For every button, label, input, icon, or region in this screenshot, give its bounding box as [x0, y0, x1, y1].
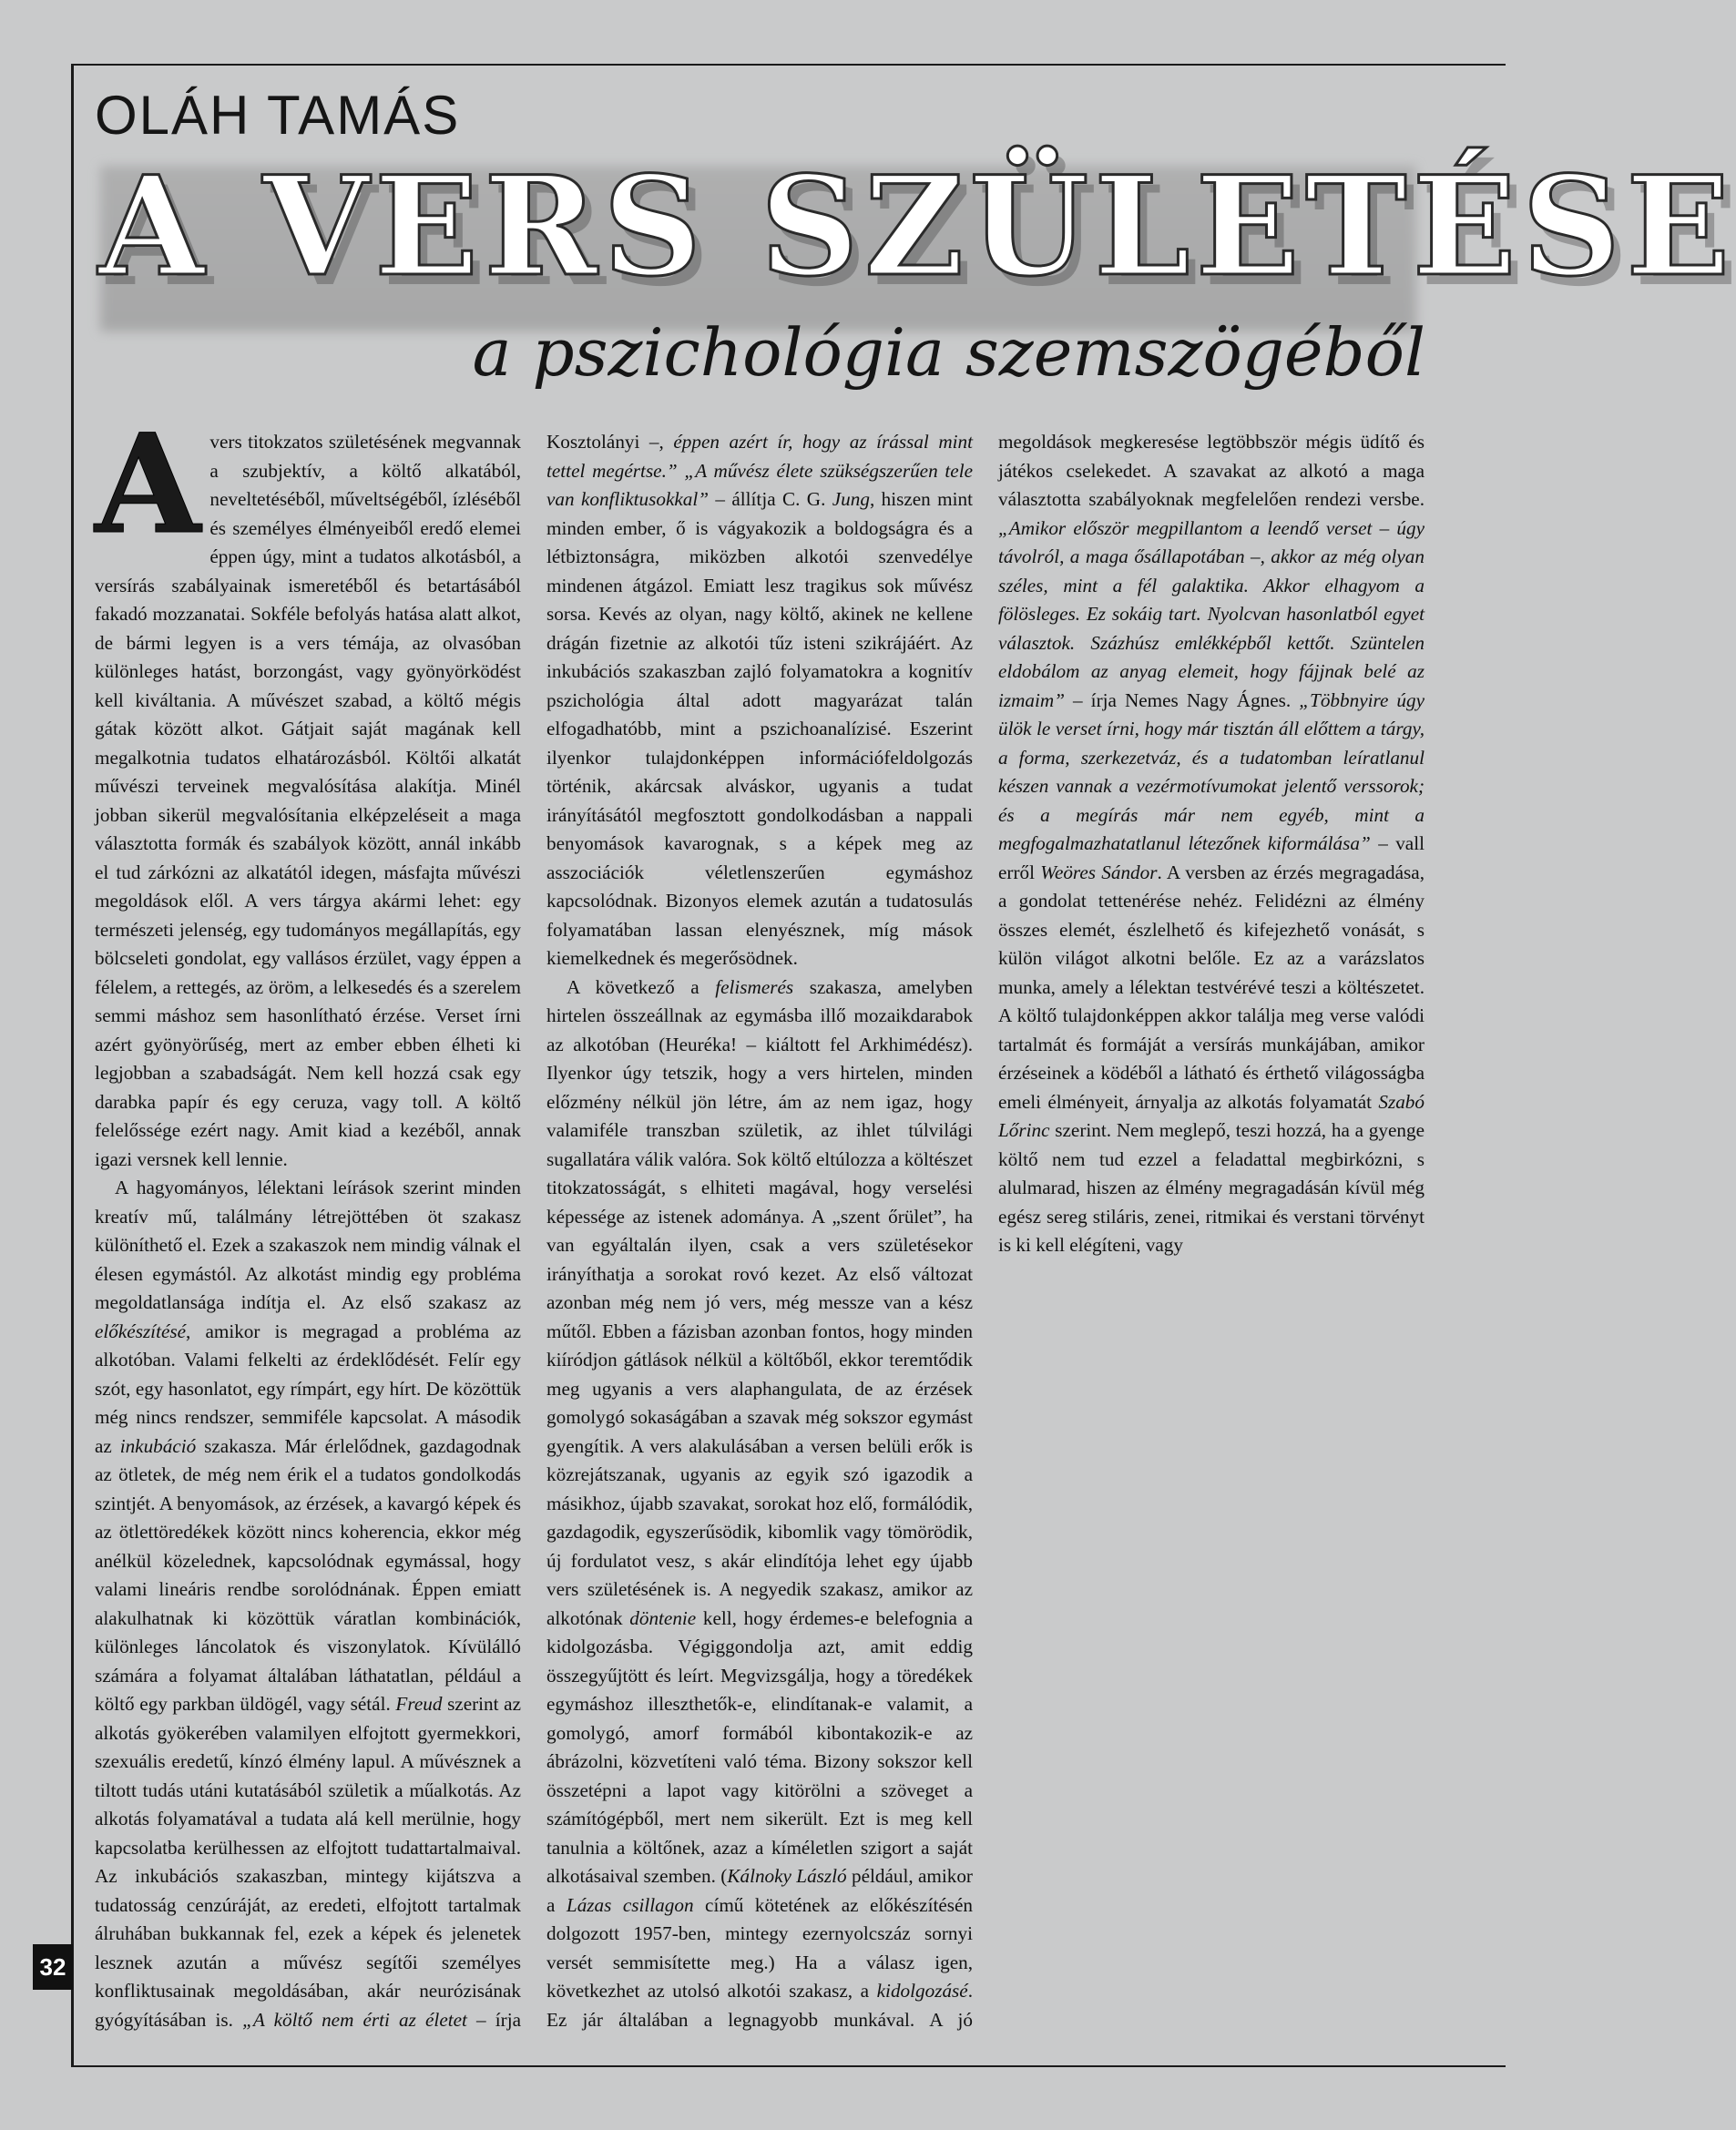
text-run: vers titokzatos születésének megvannak a szubjektív, a költő alkatából, neveltetéséből, műveltségéből, ízléséből és személyes élményeiből eredő elemei éppen úgy, mint a tudatos alkotásból, a versírás szabályainak ismeretéből és betartásából fakadó mozzanatai. Sokféle befolyás hatása alatt alkot, de bármi legyen is a vers témája, az olvasóban különleges hatást, borzongást, vagy gyönyörködést kell kiváltania. A művészet szabad, a költő mégis gátak között alkot. Gátjait saját magának kell megalkotnia tudatos elhatározásból. Költői alkatát művészi terveinek megvalósítása alakítja. Minél jobban sikerül megvalósítania elképzeléseit a maga választotta formák és szabályok között, annál inkább el tud zárkózni az alkatától idegen, másfajta művészi megoldások elől. A vers tárgya akármi lehet: egy természeti jelenség, egy tudományos megállapítás, egy bölcseleti gondolat, egy vallásos érzület, vagy éppen a félelem, a rettegés, az öröm, a lelkesedés és a szerelem semmi máshoz sem hasonlítható érzése. Verset írni azért gyönyörűség, mert az ember ebben élheti ki legjobban a szabadságát. Nem kell hozzá csak egy darabka papír és egy ceruza, vagy toll. A költő felelőssége ezért nagy. Amit kiad a kezéből, annak igazi versnek kell lennie.	[95, 431, 521, 1170]
text-run: című kötetének az előkészítésén dolgozott 1957-ben, mintegy ezernyolcszáz sornyi versét semmisítette meg.) Ha a válasz igen, következhet az utolsó alkotói szakasz, a	[546, 1893, 973, 2002]
drop-cap-letter: A	[95, 404, 201, 565]
article-body	[95, 404, 1425, 2035]
page-number: 32	[33, 1944, 73, 1990]
text-run: – írja Kosztolányi –,	[466, 431, 674, 2031]
text-run: szakasza. Már érlelődnek, gazdagodnak az ötletek, de még nem érik el a tudatos gondolkodás szintjét. A benyomások, az érzések, a kavargó képek és az ötlettöredékek között nincs koherencia, ekkor még anélkül közelednek, kapcsolódnak egymással, hogy valami lineáris rendbe sorolódnának. Éppen emiatt alakulhatnak ki közöttük váratlan kombinációk, különleges láncolatok és viszonylatok. Kívülálló számára a folyamat általában láthatatlan, például a költő egy parkban üldögél, vagy sétál.	[95, 1434, 522, 1715]
text-run: , hiszen mint minden ember, ő is vágyakozik a boldogságra és a létbiztonságra, miközben alkotói szenvedélye mindenen átgázol. Emiatt lesz tragikus sok művész sorsa. Kevés az olyan, nagy költő, akinek ne kellene drágán fizetnie az alkotói tűz isteni szikrájáért. Az inkubációs szakaszban zajló folyamatokra a kognitív pszichológia által adott magyarázat talán elfogadhatóbb, mint a pszichoanalízisé. Eszerint ilyenkor tulajdonképpen információfeldolgozás történik, akárcsak alváskor, ugyanis a tudat irányításától megfosztott gondolkodásban a nappali benyomások kavarognak, s a képek meg az asszociációk véletlenszerűen egymáshoz kapcsolódnak. Bizonyos elemek azután a tudatosulás folyamatában lassan elenyésznek, míg mások kiemelkednek és megerősödnek.	[546, 488, 973, 969]
text-run: . Ez jár általában a legnagyobb munkával. A jó megoldások megkeresése legtöbbször mégis üdítő és játékos cselekedet. A szavakat az alkotó a maga választotta szabályoknak megfelelően rendezi versbe.	[546, 431, 1425, 2031]
italic-text: kidolgozásé	[876, 1980, 968, 2002]
frame-bottom-line	[71, 2065, 1506, 2067]
text-run: A következő a	[567, 975, 716, 998]
italic-text: „Amikor először megpillantom a leendő verset – úgy távolról, a maga ősállapotában –, akkor az még olyan széles, mint a fél galaktika. Akkor elhagyom a fölösleges. Ez sokáig tart. Nyolcvan hasonlatból egyet választok. Százhúsz emlékképből kettőt. Szüntelen eldobálom az anyag elemeit, hogy fájjnak belé az izmaim”	[998, 516, 1425, 711]
italic-text: Szabó Lőrinc	[998, 1090, 1425, 1141]
frame-top-line	[71, 64, 1506, 66]
article-paragraph	[95, 404, 521, 1174]
text-run: szakasza, amelyben hirtelen összeállnak az egymásba illő mozaikdarabok az alkotóban (Heuréka! – kiáltott fel Arkhimédész). Ilyenkor úgy tetszik, hogy a vers hirtelen, minden előzmény nélkül jön létre, ám az nem igaz, hogy valamiféle transzban születik, az ihlet túlvilági sugallatára válik valóra. Sok költő eltúlozza a költészet titokzatosságát, s elhiteti magával, hogy verselési képessége az istenek adománya. A „szent őrület”, ha van egyáltalán ilyen, csak a vers születésekor irányíthatja a sorokat rovó kezet. Az első változat azonban még nem jó vers, még messze van a kész műtől. Ebben a fázisban azonban fontos, hogy minden kiíródjon gátlások nélkül a költőből, ekkor teremtődik meg ugyanis a vers alaphangulata, de az érzések gomolygó sokaságában a szavak még sokszor egymást gyengítik. A vers alakulásában a versen belüli erők is közrejátszanak, ugyanis az egyik szó igazodik a másikhoz, újabb szavakat, sorokat hoz elő, formálódik, gazdagodik, egyszerűsödik, kibomlik vagy tömörödik, új fordulatot vesz, s akár elindítója lehet egy újabb vers születésének is. A negyedik szakasz, amikor az alkotónak	[546, 975, 973, 1629]
italic-text: döntenie	[629, 1606, 697, 1629]
italic-text: felismerés	[715, 975, 794, 998]
text-run: – állítja C. G.	[709, 488, 832, 510]
article-title: A VERS SZÜLETÉSE	[98, 147, 1736, 307]
italic-text: Lázas csillagon	[566, 1893, 694, 1916]
italic-text: Kálnoky László	[727, 1865, 847, 1887]
article-subtitle: a pszichológia szemszögéből	[472, 314, 1425, 391]
author-name: OLÁH TAMÁS	[95, 85, 461, 146]
text-run: például, amikor a	[546, 1865, 973, 1916]
italic-text: éppen azért ír, hogy az írással mint tettel megértse.” „A művész élete szükségszerűen tele van konfliktusokkal”	[546, 431, 974, 510]
italic-text: „Többnyire úgy ülök le verset írni, hogy már tisztán áll előttem a tárgy, a forma, szerkezetváz, és a tudatomban leíratlanul készen vannak a vezérmotívumokat jelentő verssorok; és a megírás már nem egyéb, mint a megfogalmazhatatlanul létezőnek kiformálása”	[998, 688, 1425, 854]
text-run: szerint az alkotás gyökerében valamilyen elfojtott gyermekkori, szexuális eredetű, kínzó élmény lapul. A művésznek a tiltott tudás utáni kutatásából születik a műalkotás. Az alkotás folyamatával a tudata alá kell merülnie, hogy kapcsolatba kerülhessen az elfojtott tudattartalmaival. Az inkubációs szakaszban, mintegy kijátszva a tudatosság cenzúráját, az eredeti, elfojtott tartalmak álruhában bukkannak fel, ezek a képek és jelenetek lesznek azután a művész segítői személyes konfliktusainak megoldásában, akár neurózisának gyógyításában is.	[95, 1693, 521, 2031]
text-run: A hagyományos, lélektani leírások szerint minden kreatív mű, találmány létrejöttében öt szakasz különíthető el. Ezek a szakaszok nem mindig válnak el élesen egymástól. Az alkotást mindig egy probléma megoldatlansága indítja el. Az első szakasz az	[95, 1177, 521, 1313]
frame-left-line	[71, 64, 74, 2067]
italic-text: előkészítésé	[95, 1320, 187, 1342]
italic-text: Weöres Sándor	[1040, 861, 1158, 883]
text-run: kell, hogy érdemes-e belefognia a kidolgozásba. Végiggondolja azt, amit eddig összegyűjtött és leírt. Megvizsgálja, hogy a töredékek egymáshoz illeszthetők-e, elindítanak-e valamit, a gomolygó, amorf formából kibontakozik-e az ábrázolni, közvetíteni való téma. Bizony sokszor kell összetépni a lapot vagy kitörölni a szöveget a számítógépből, mert nem sikerült. Ezt is meg kell tanulnia a költőnek, azaz a kíméletlen szigort a saját alkotásaival szemben. (	[546, 1606, 973, 1887]
italic-text: Freud	[395, 1693, 443, 1715]
text-run: . A versben az érzés megragadása, a gondolat tettenérése nehéz. Felidézni az élmény összes elemét, észlelhető és kifejezhető vonását, s külön világot alkotni belőle. Ez az a varázslatos munka, amely a lélektan testvérévé teszi a költészetet. A költő tulajdonképpen akkor találja meg verse valódi tartalmát és formáját a versírás munkájában, amikor érzéseinek a ködéből a látható és érthető világosságba emeli élményeit, árnyalja az alkotás folyamatát	[998, 861, 1425, 1113]
text-run: – vall erről	[998, 832, 1425, 883]
text-run: – írja Nemes Nagy Ágnes.	[1065, 688, 1300, 711]
italic-text: inkubáció	[119, 1434, 197, 1457]
italic-text: Jung	[832, 488, 870, 510]
italic-text: „A költő nem érti az életet	[242, 2008, 467, 2031]
text-run: szerint. Nem meglepő, teszi hozzá, ha a gyenge költő nem tud ezzel a feladattal megbirkózni, s alulmarad, hiszen az élmény megragadásán kívül még egész sereg stiláris, zenei, ritmikai és verstani törvényt is ki kell elégíteni, vagy	[998, 1119, 1425, 1256]
text-run: , amikor is megragad a probléma az alkotóban. Valami felkelti az érdeklődését. Felír egy szót, egy hasonlatot, egy rímpárt, egy hírt. De közöttük még nincs rendszer, semmiféle kapcsolat. A második az	[95, 1320, 521, 1457]
